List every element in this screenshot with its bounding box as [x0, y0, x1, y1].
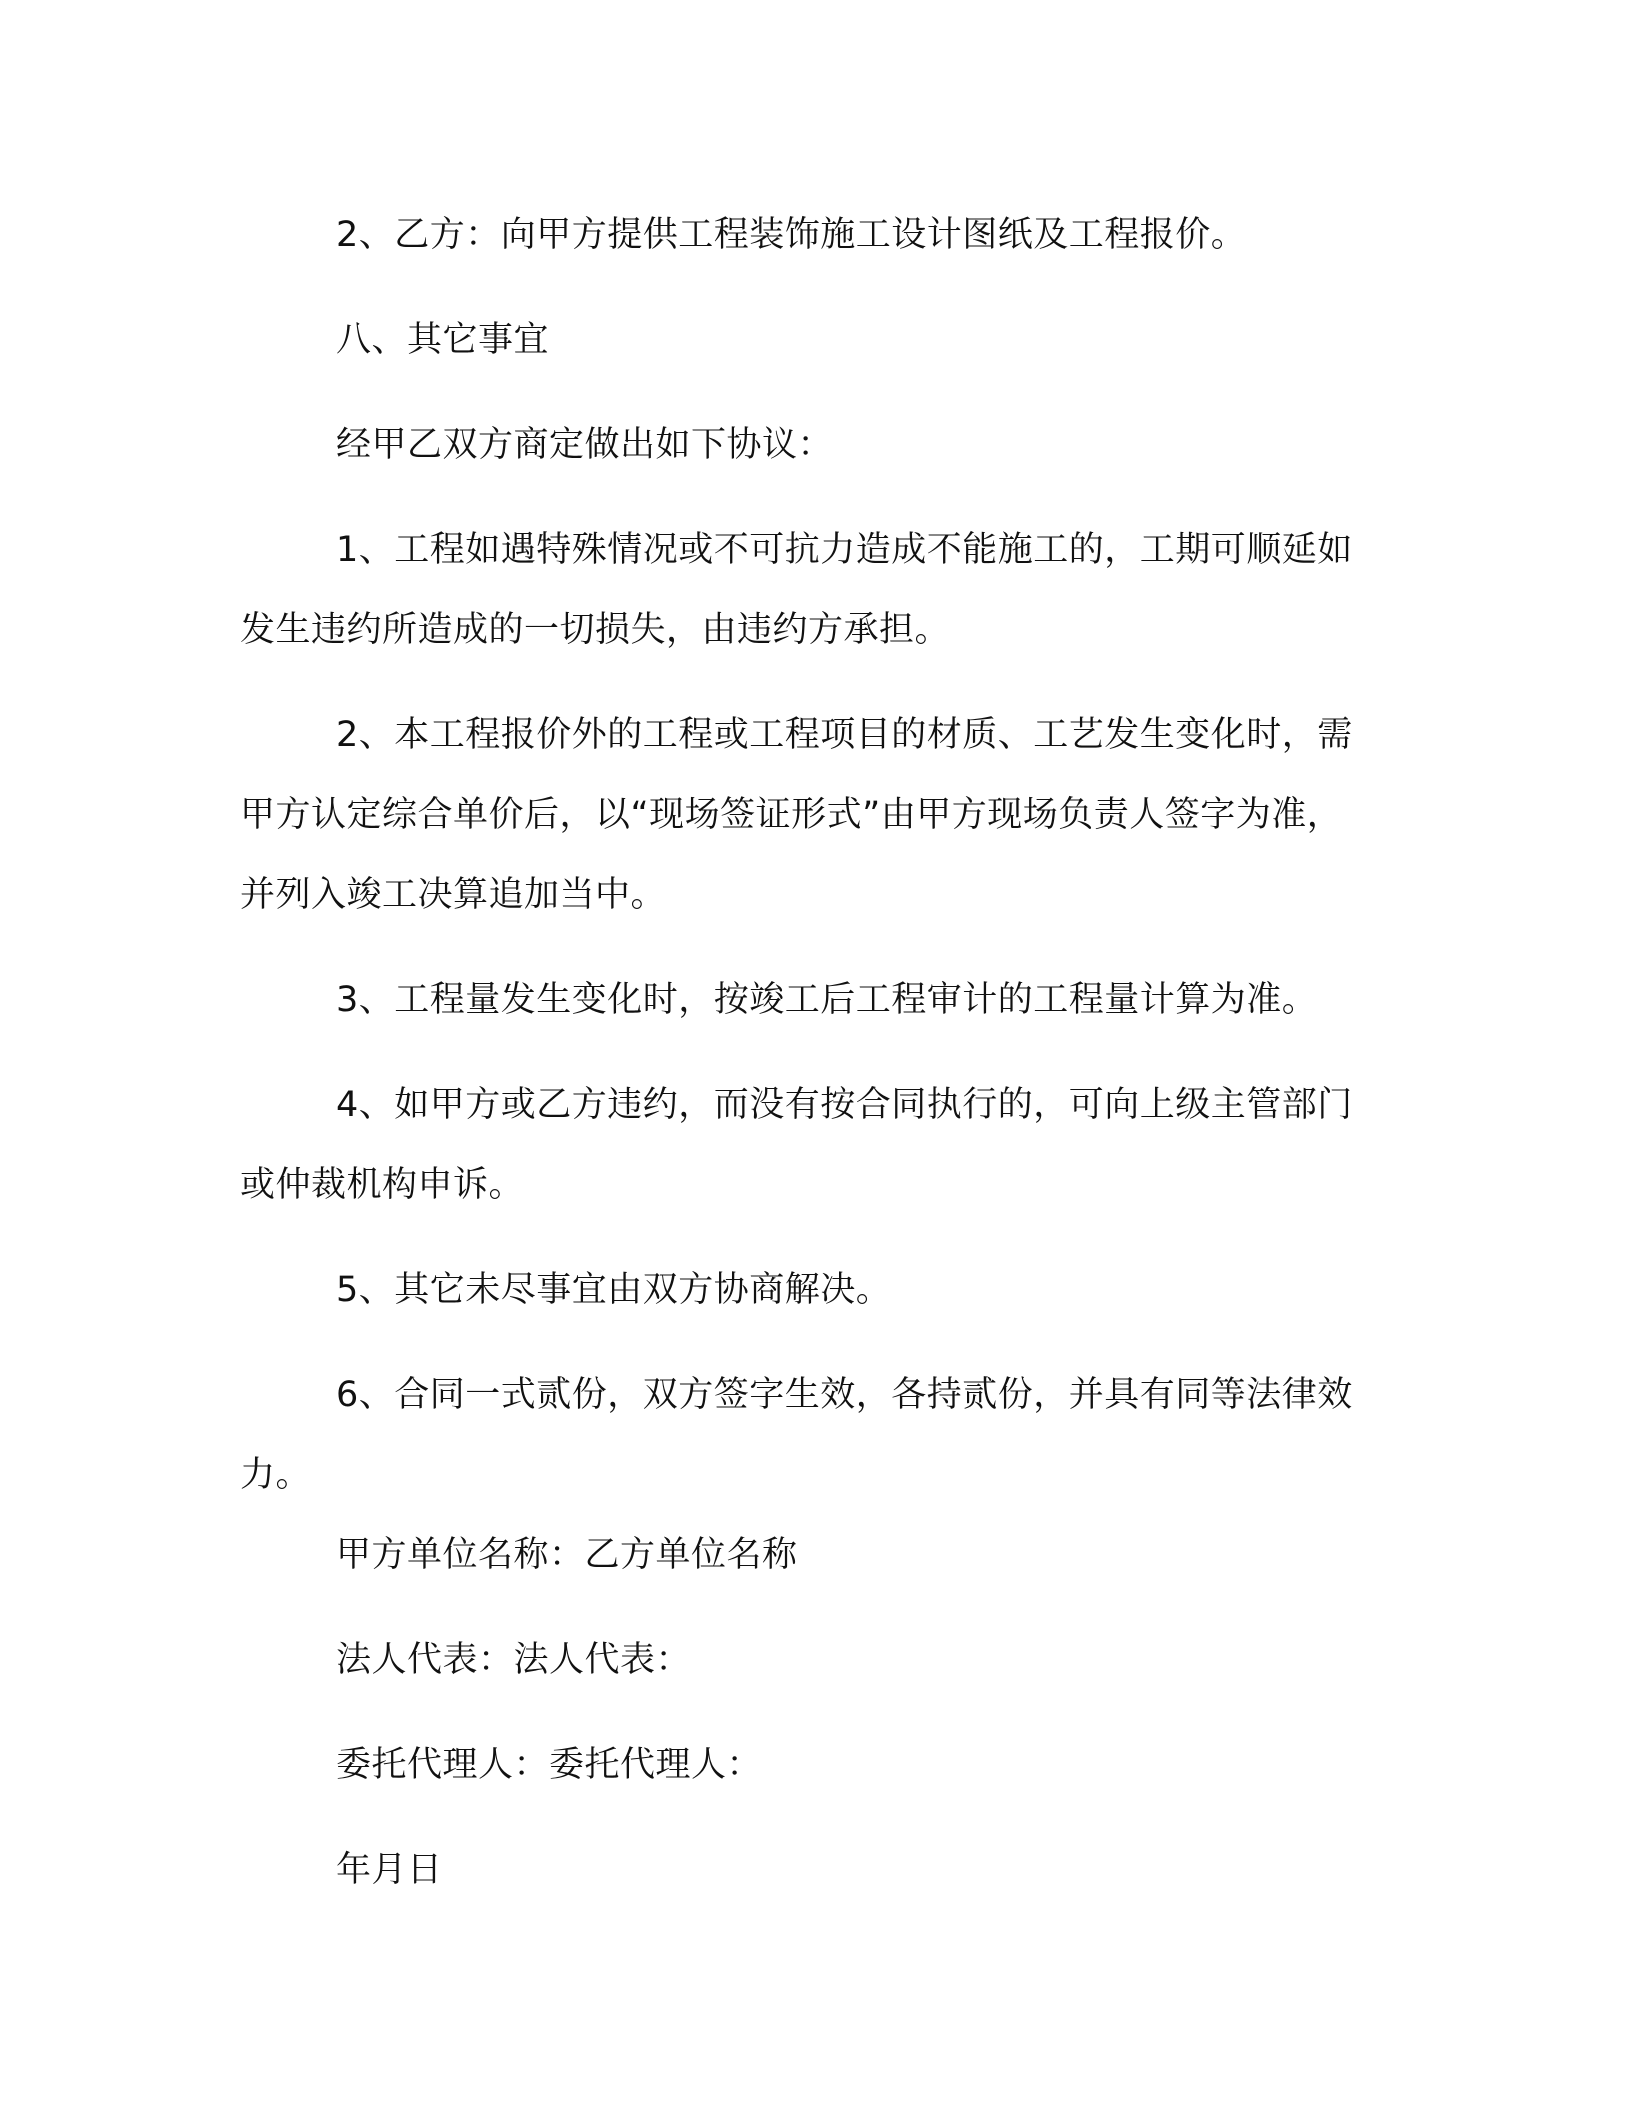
section-heading-other-matters: 八、其它事宜 [336, 320, 550, 360]
legal-representative-line: 法人代表：法人代表： [336, 1640, 692, 1680]
document-body [240, 195, 1365, 1515]
clause-5: 5、其它未尽事宜由双方协商解决。 [336, 1270, 892, 1310]
date-line: 年月日 [336, 1850, 443, 1890]
signature-block [240, 1515, 1365, 1910]
clause-party-b-duty: 2、乙方：向甲方提供工程装饰施工设计图纸及工程报价。 [336, 215, 1247, 255]
agreement-intro: 经甲乙双方商定做出如下协议： [336, 425, 834, 465]
clause-6: 6、合同一式贰份，双方签字生效，各持贰份，并具有同等法律效力。 [240, 1375, 1353, 1495]
clause-3: 3、工程量发生变化时，按竣工后工程审计的工程量计算为准。 [336, 980, 1318, 1020]
clause-2: 2、本工程报价外的工程或工程项目的材质、工艺发生变化时，需甲方认定综合单价后，以“现场签证形式”由甲方现场负责人签字为准，并列入竣工决算追加当中。 [240, 715, 1353, 915]
clause-1: 1、工程如遇特殊情况或不可抗力造成不能施工的，工期可顺延如发生违约所造成的一切损失，由违约方承担。 [240, 530, 1353, 650]
clause-4: 4、如甲方或乙方违约，而没有按合同执行的，可向上级主管部门或仲裁机构申诉。 [240, 1085, 1353, 1205]
unit-names-line: 甲方单位名称：乙方单位名称 [336, 1535, 798, 1575]
authorized-agent-line: 委托代理人：委托代理人： [336, 1745, 763, 1785]
